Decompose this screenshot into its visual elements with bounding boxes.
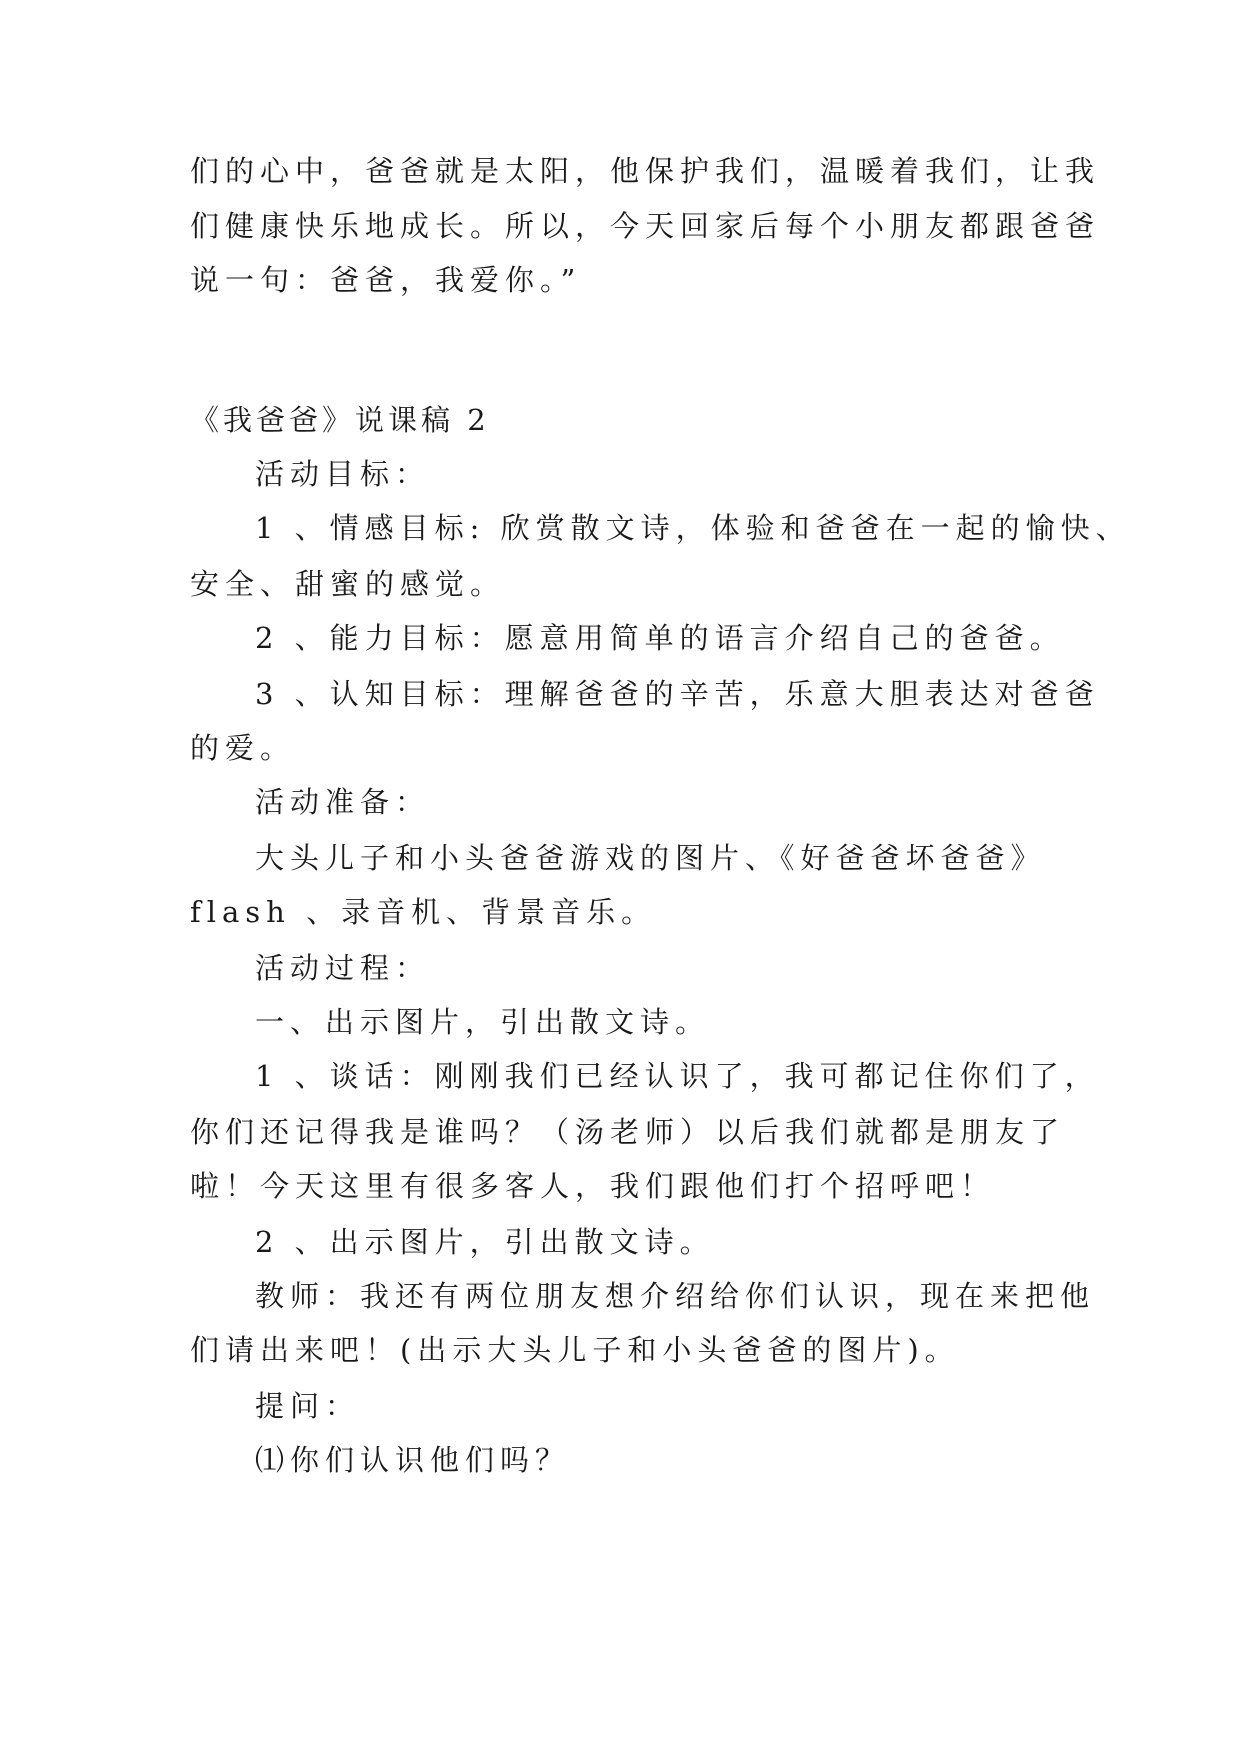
text-line: 教师：我还有两位朋友想介绍给你们认识，现在来把他 [255,1279,1096,1313]
text-line: 2 、出示图片，引出散文诗。 [255,1225,715,1259]
text-line: 提问： [255,1389,361,1423]
text-line: 1 、情感目标: 欣赏散文诗，体验和爸爸在一起的愉快、 [255,511,1131,545]
text-line: 们的心中，爸爸就是太阳，他保护我们，温暖着我们，让我 [190,154,1101,188]
text-line: 大头儿子和小头爸爸游戏的图片、《好爸爸坏爸爸》 [255,841,1046,875]
text-line: 3 、认知目标：理解爸爸的辛苦，乐意大胆表达对爸爸 [255,677,1100,711]
section-title: 《我爸爸》说课稿 2 [190,403,490,437]
text-line: 2 、能力目标：愿意用简单的语言介绍自己的爸爸。 [255,621,1065,655]
text-line: 说一句：爸爸，我爱你。” [190,263,582,297]
text-line: flash 、录音机、背景音乐。 [190,895,657,929]
text-line: 们健康快乐地成长。所以，今天回家后每个小朋友都跟爸爸 [190,209,1101,243]
text-line: 的爱。 [190,731,296,765]
text-line: 一、出示图片，引出散文诗。 [255,1005,711,1039]
text-line: 们请出来吧！(出示大头儿子和小头爸爸的图片)。 [190,1333,960,1367]
section-heading: 活动过程： [255,951,431,985]
text-line: 安全、甜蜜的感觉。 [190,567,506,601]
text-line: 啦！今天这里有很多客人，我们跟他们打个招呼吧！ [190,1169,996,1203]
section-heading: 活动准备： [255,785,431,819]
text-line: 1 、谈话：刚刚我们已经认识了，我可都记住你们了， [255,1059,1100,1093]
section-heading: 活动目标： [255,457,431,491]
text-line: 你们还记得我是谁吗？（汤老师）以后我们就都是朋友了 [190,1115,1066,1149]
text-line: ⑴你们认识他们吗？ [255,1443,571,1477]
